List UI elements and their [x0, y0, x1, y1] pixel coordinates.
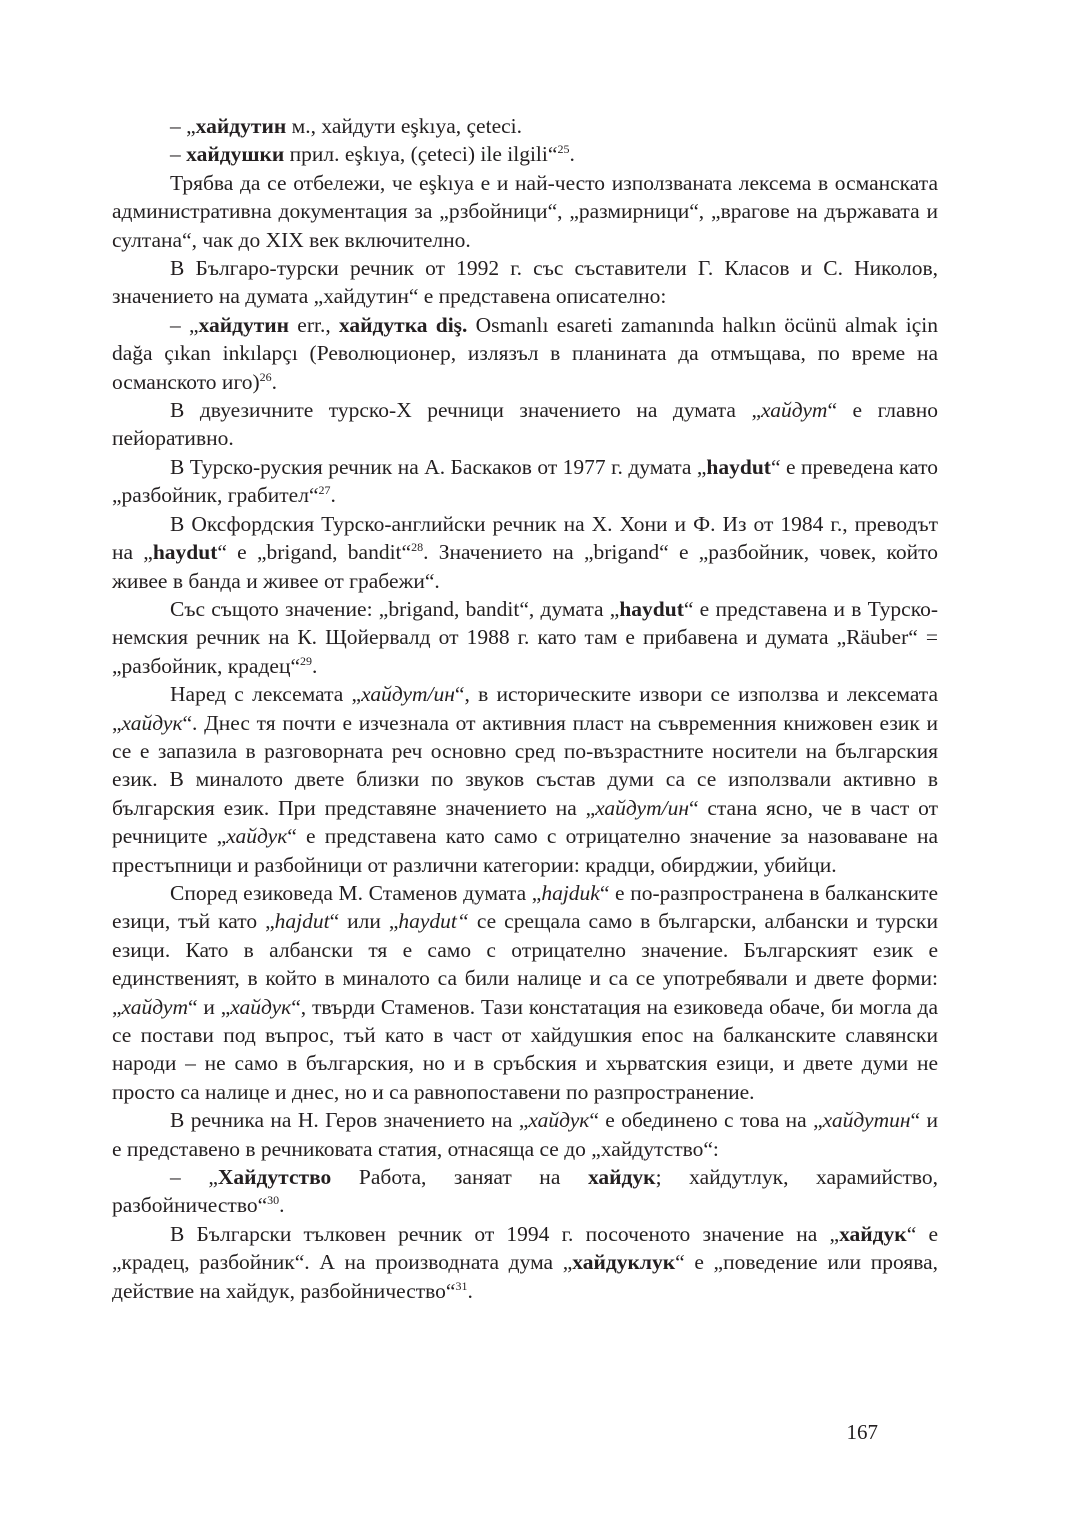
italic-term: хайдук — [121, 710, 183, 735]
bold-term: хайдушки — [186, 142, 285, 167]
text-run: “ е „поведение или проява, действие на хайдук, разбойничество“ — [112, 1250, 939, 1303]
text-run: “ е „крадец, разбойник“. А на производната дума „ — [112, 1221, 938, 1275]
text-run: . — [467, 1278, 473, 1303]
paragraph — [112, 680, 938, 879]
text-run: “ е представена и в Турско-немския речник на К. Щойервалд от 1988 г. като там е прибавена и думата „Räuber“ = „разбойник, крадец“ — [112, 596, 938, 678]
text-run: “ или „ — [329, 909, 399, 934]
paragraph — [112, 595, 938, 680]
italic-term: хайдук — [226, 824, 288, 849]
italic-term: хайдук — [230, 994, 292, 1019]
footnote-mark: 28 — [411, 539, 424, 554]
text-run: “, твърди Стаменов. Тази констатация на езиковеда обаче, би могла да се постави под въпрос, тъй като в част от хайдушкия епос на балканските славянски народи – не само в българския, но и в сръбския и хърватския езици, и двете думи не просто са налице и днес, но и са равнопоставени по разпространение. — [112, 994, 938, 1104]
bold-term: хайдук — [587, 1165, 656, 1190]
italic-term: хайдутин — [822, 1108, 911, 1133]
text-run: . — [330, 483, 336, 508]
italic-term: хайдут — [121, 994, 188, 1019]
text-run: . Значението на „brigand“ е „разбойник, човек, който живее в банда и живее от грабежи“. — [112, 540, 938, 593]
text-run: Osmanlı esareti zamanında halkın öcünü almak için dağa çıkan inkılapçı (Революционер, излязъл в планината да отмъщава, по време на османското иго) — [112, 312, 938, 394]
text-run: “ е „brigand, bandit“ — [217, 540, 412, 565]
paragraph — [112, 254, 938, 311]
body-text — [112, 112, 938, 1305]
text-run: “ стана ясно, че в част от речниците „ — [112, 795, 939, 849]
text-run: Наред с лексемата „ — [170, 682, 362, 707]
text-run — [428, 313, 436, 337]
italic-term: хайдук — [528, 1108, 590, 1133]
italic-term: hajdut — [274, 909, 330, 934]
paragraph — [112, 1220, 938, 1305]
text-run: . — [569, 142, 575, 167]
text-run: Работа, заняат на — [331, 1165, 588, 1190]
paragraph — [112, 311, 938, 396]
bold-term: Хайдутство — [217, 1165, 332, 1190]
text-run: се срещала само в български, албански и турски езици. Като в албански тя е само с отрицателно значение. Българският език е единственият, в който в миналото са били налице и са се употребявали и двете форми: „ — [112, 909, 939, 1019]
bold-term: haydut — [619, 596, 684, 621]
paragraph — [112, 879, 938, 1106]
text-run: . — [271, 369, 278, 394]
italic-term: хайдут/ин — [595, 795, 689, 820]
bold-term: хайдутин — [198, 312, 290, 337]
text-run: “ е главно пейоративно. — [112, 398, 938, 451]
footnote-mark: 29 — [300, 653, 312, 668]
text-run: – „ — [170, 1165, 218, 1190]
text-run: м., хайдути eşkıya, çeteci. — [286, 114, 523, 138]
paragraph — [112, 396, 938, 453]
text-run: В Оксфордския Турско-английски речник на Х. Хони и Ф. Из от 1984 г., преводът на „ — [112, 511, 938, 565]
bold-term: haydut — [152, 540, 218, 565]
text-run: – „ — [170, 114, 196, 138]
text-run: Според езиковеда М. Стаменов думата „ — [170, 880, 542, 905]
text-run: “ е по-разпространена в балканските езици, тъй като „ — [112, 880, 938, 934]
text-run: Трябва да се отбележи, че eşkıya е и най-често използваната лексема в османската административна документация за „рзбойници“, „размирници“, „врагове на държавата и султана“, чак до XIX век включително. — [112, 170, 938, 252]
text-run: . — [312, 653, 318, 678]
paragraph — [112, 453, 938, 510]
footnote-mark: 30 — [267, 1193, 280, 1208]
text-run: В двуезичните турско-Х речници значението на думата „ — [170, 398, 762, 423]
text-run: . — [279, 1193, 285, 1218]
paragraph — [112, 1163, 938, 1220]
text-run: “, в историческите извори се използва и лексемата „ — [112, 682, 939, 735]
paragraph — [112, 140, 938, 168]
italic-term: хайдут — [761, 398, 828, 423]
bold-term: хайдук — [839, 1221, 907, 1246]
bold-term: diş. — [435, 312, 468, 337]
text-run: err., — [289, 312, 339, 337]
text-run: В Български тълковен речник от 1994 г. посоченото значение на „ — [170, 1221, 840, 1246]
page-number: 167 — [846, 1420, 878, 1444]
bold-term: хайдутка — [338, 312, 428, 337]
footnote-mark: 27 — [318, 483, 331, 498]
italic-term: haydut“ — [398, 909, 469, 934]
text-run: “ и е представено в речниковата статия, отнасяща се до „хайдутство“: — [112, 1108, 938, 1161]
bold-term: хайдуклук — [572, 1250, 676, 1275]
text-run: прил. eşkıya, (çeteci) ile ilgili“ — [284, 142, 558, 167]
text-run: “ е обединено с това на „ — [589, 1108, 823, 1133]
italic-term: hajduk — [541, 880, 600, 905]
bold-term: haydut — [706, 454, 771, 479]
text-run: В Българо-турски речник от 1992 г. със съставители Г. Класов и С. Николов, значението на думата „хайдутин“ е представена описателно: — [112, 256, 938, 309]
text-run: “ е преведена като „разбойник, грабител“ — [112, 454, 938, 508]
paragraph — [112, 112, 938, 140]
bold-term: хайдутин — [195, 114, 287, 138]
paragraph — [112, 169, 938, 254]
italic-term: хайдут/ин — [361, 682, 455, 707]
text-run: Със същото значение: „brigand, bandit“, думата „ — [170, 596, 620, 621]
footnote-mark: 25 — [557, 142, 570, 157]
text-run: ; хайдутлук, харамийство, разбойничество“ — [112, 1165, 939, 1218]
text-run: В речника на Н. Геров значението на „ — [170, 1108, 529, 1133]
text-run: “ е представена като само с отрицателно значение за назоваване на престъпници и разбойници от различни категории: крадци, обирджии, убийци. — [112, 824, 939, 877]
footnote-mark: 31 — [455, 1278, 468, 1293]
text-run: – „ — [170, 312, 199, 337]
paragraph — [112, 510, 938, 595]
text-run: “. Днес тя почти е изчезнала от активния пласт на съвременния книжовен език и се е запазила в разговорната реч основно сред по-възрастните носители на българския език. В миналото двете близки по звуков състав думи са се използвали активно в българския език. При представяне значението на „ — [112, 710, 938, 820]
text-run: – — [170, 142, 187, 167]
text-run: “ и „ — [187, 994, 231, 1019]
paragraph — [112, 1106, 938, 1163]
text-run: В Турско-руския речник на А. Баскаков от 1977 г. думата „ — [170, 454, 707, 479]
footnote-mark: 26 — [259, 369, 272, 384]
